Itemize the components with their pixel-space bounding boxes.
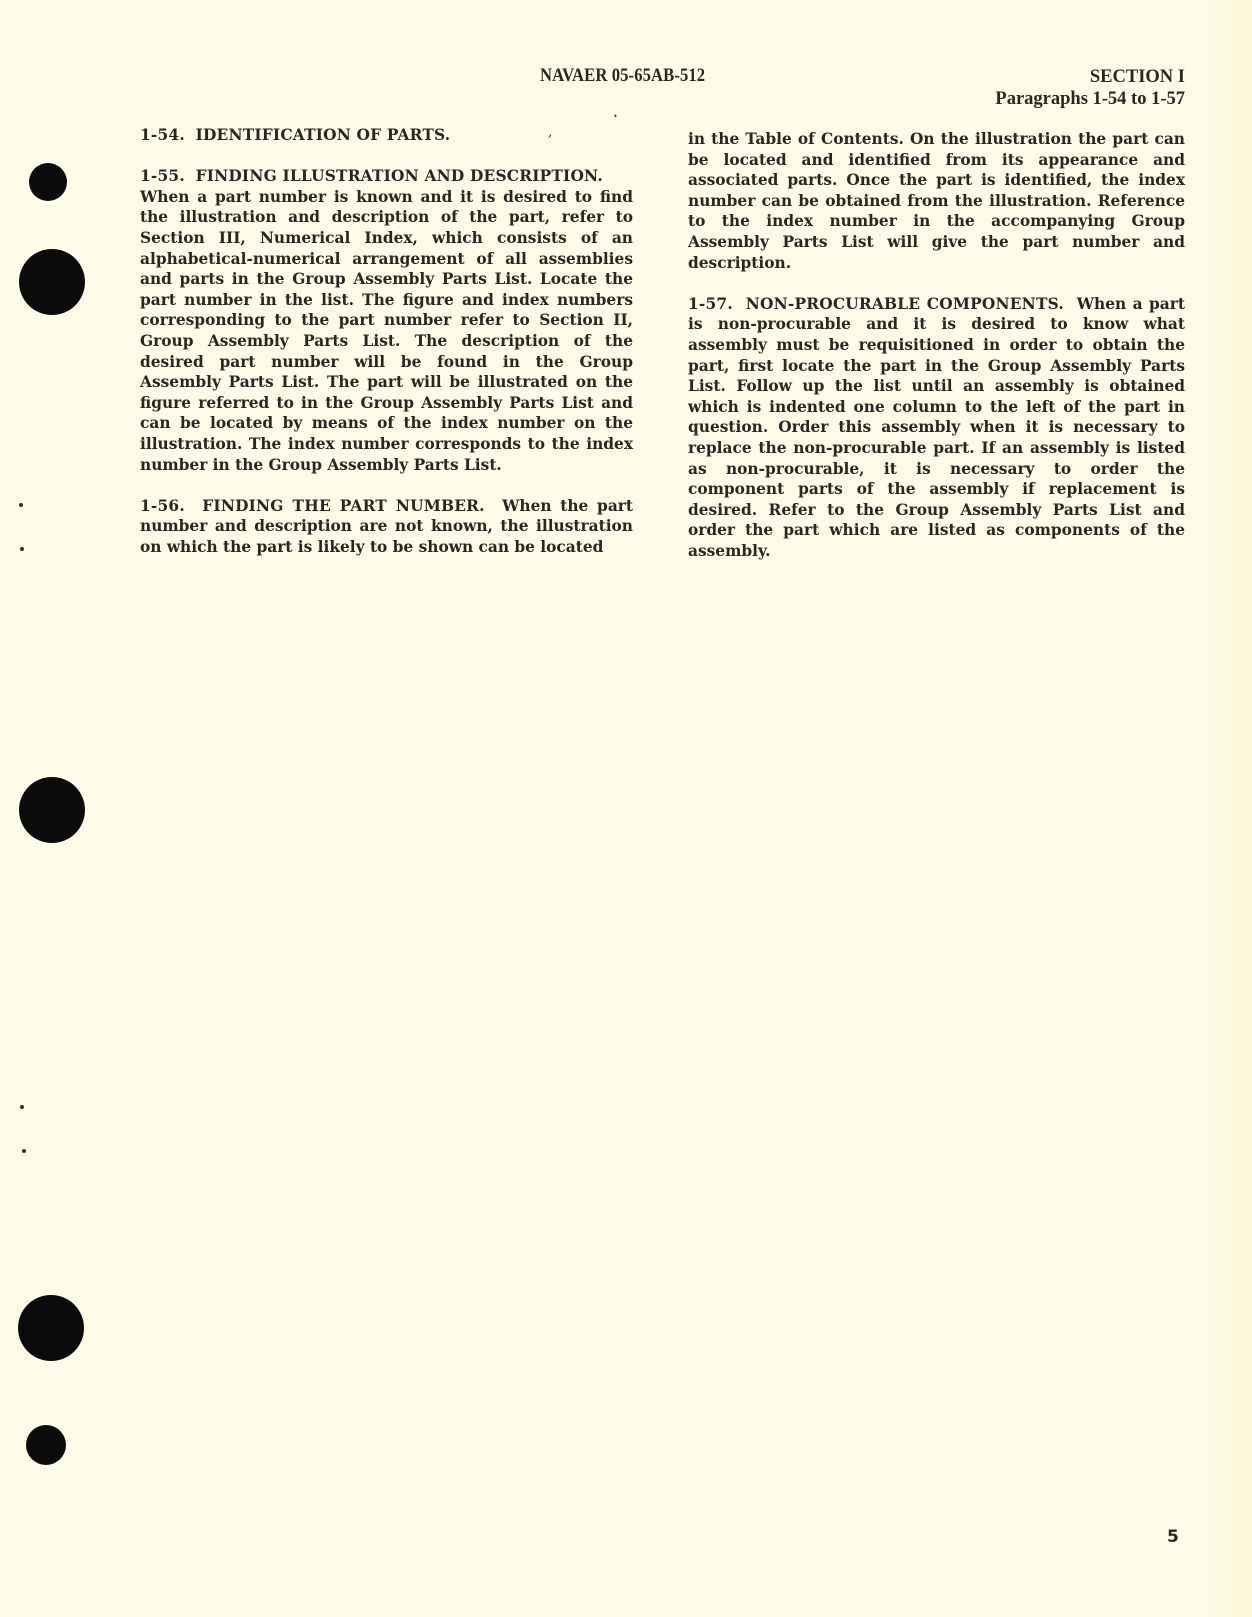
paragraph-1-55 xyxy=(140,166,633,475)
section-label: SECTION I xyxy=(1089,67,1185,87)
paragraph-range: Paragraphs 1-54 to 1-57 xyxy=(995,89,1185,109)
stray-mark: • xyxy=(613,112,618,121)
paragraph-title: FINDING ILLUSTRATION AND DESCRIPTION. xyxy=(195,167,603,186)
scan-speck xyxy=(19,503,23,507)
paragraph-title: FINDING THE PART NUMBER. xyxy=(202,496,485,515)
paragraph-body-continued: in the Table of Contents. On the illustration the part can be located and identified from its appearance and associated parts. Once the part is identified, the index number can be obtained from the illustration. Reference to the index number in the accompanying Group Assembly Parts List will give the part number and description. xyxy=(688,130,1185,272)
paragraph-title: IDENTIFICATION OF PARTS. xyxy=(195,126,451,144)
paragraph-number: 1-57. xyxy=(688,294,733,313)
paragraph-number: 1-55. xyxy=(140,167,185,186)
paragraph-number: 1-56. xyxy=(140,496,185,515)
binder-hole-1 xyxy=(29,163,67,201)
paragraph-body: When the part number and description are not known, the illustration on which the part is likely to be shown can be located xyxy=(140,496,634,556)
binder-hole-4 xyxy=(18,1295,84,1361)
page-number: 5 xyxy=(1167,1527,1179,1547)
paragraph-body: When a part number is known and it is desired to find the illustration and description of the part, refer to Section III, Numerical Index, which consists of an alphabetical-numerical arrangement of all assemblies and parts in the Group Assembly Parts List. Locate the part number in the list. The figure and index numbers corresponding to the part number refer to Section II, Group Assembly Parts List. The description of the desired part number will be found in the Group Assembly Parts List. The part will be illustrated on the figure referred to in the Group Assembly Parts List and can be located by means of the index number on the illustration. The index number corresponds to the index number in the Group Assembly Parts List. xyxy=(140,187,633,474)
stray-mark: , xyxy=(548,124,553,140)
binder-hole-3 xyxy=(19,777,85,843)
scan-speck xyxy=(20,1105,24,1109)
right-column xyxy=(688,129,1185,582)
paragraph-1-56-continued xyxy=(688,129,1185,273)
paragraph-number: 1-54. xyxy=(140,126,185,144)
paragraph-1-56 xyxy=(140,496,633,558)
section-header xyxy=(995,66,1185,110)
paper-edge-tint xyxy=(1202,0,1252,1617)
document-number: NAVAER 05-65AB-512 xyxy=(540,66,706,86)
scan-speck xyxy=(22,1149,26,1153)
binder-hole-5 xyxy=(26,1425,66,1465)
scan-speck xyxy=(20,547,24,551)
paragraph-body: When a part is non-procurable and it is desired to know what assembly must be requisitioned in order to obtain the part, first locate the part in the Group Assembly Parts List. Follow up the list until an assembly is obtained which is indented one column to the left of the part in question. Order this assembly when it is necessary to replace the non-procurable part. If an assembly is listed as non-procurable, it is necessary to order the component parts of the assembly if replacement is desired. Refer to the Group Assembly Parts List and order the part which are listed as components of the assembly. xyxy=(688,294,1185,560)
paragraph-1-57 xyxy=(688,294,1185,562)
binder-hole-2 xyxy=(19,249,85,315)
paragraph-1-54 xyxy=(140,125,633,146)
paragraph-title: NON-PROCURABLE COMPONENTS. xyxy=(745,294,1064,313)
left-column xyxy=(140,125,633,578)
